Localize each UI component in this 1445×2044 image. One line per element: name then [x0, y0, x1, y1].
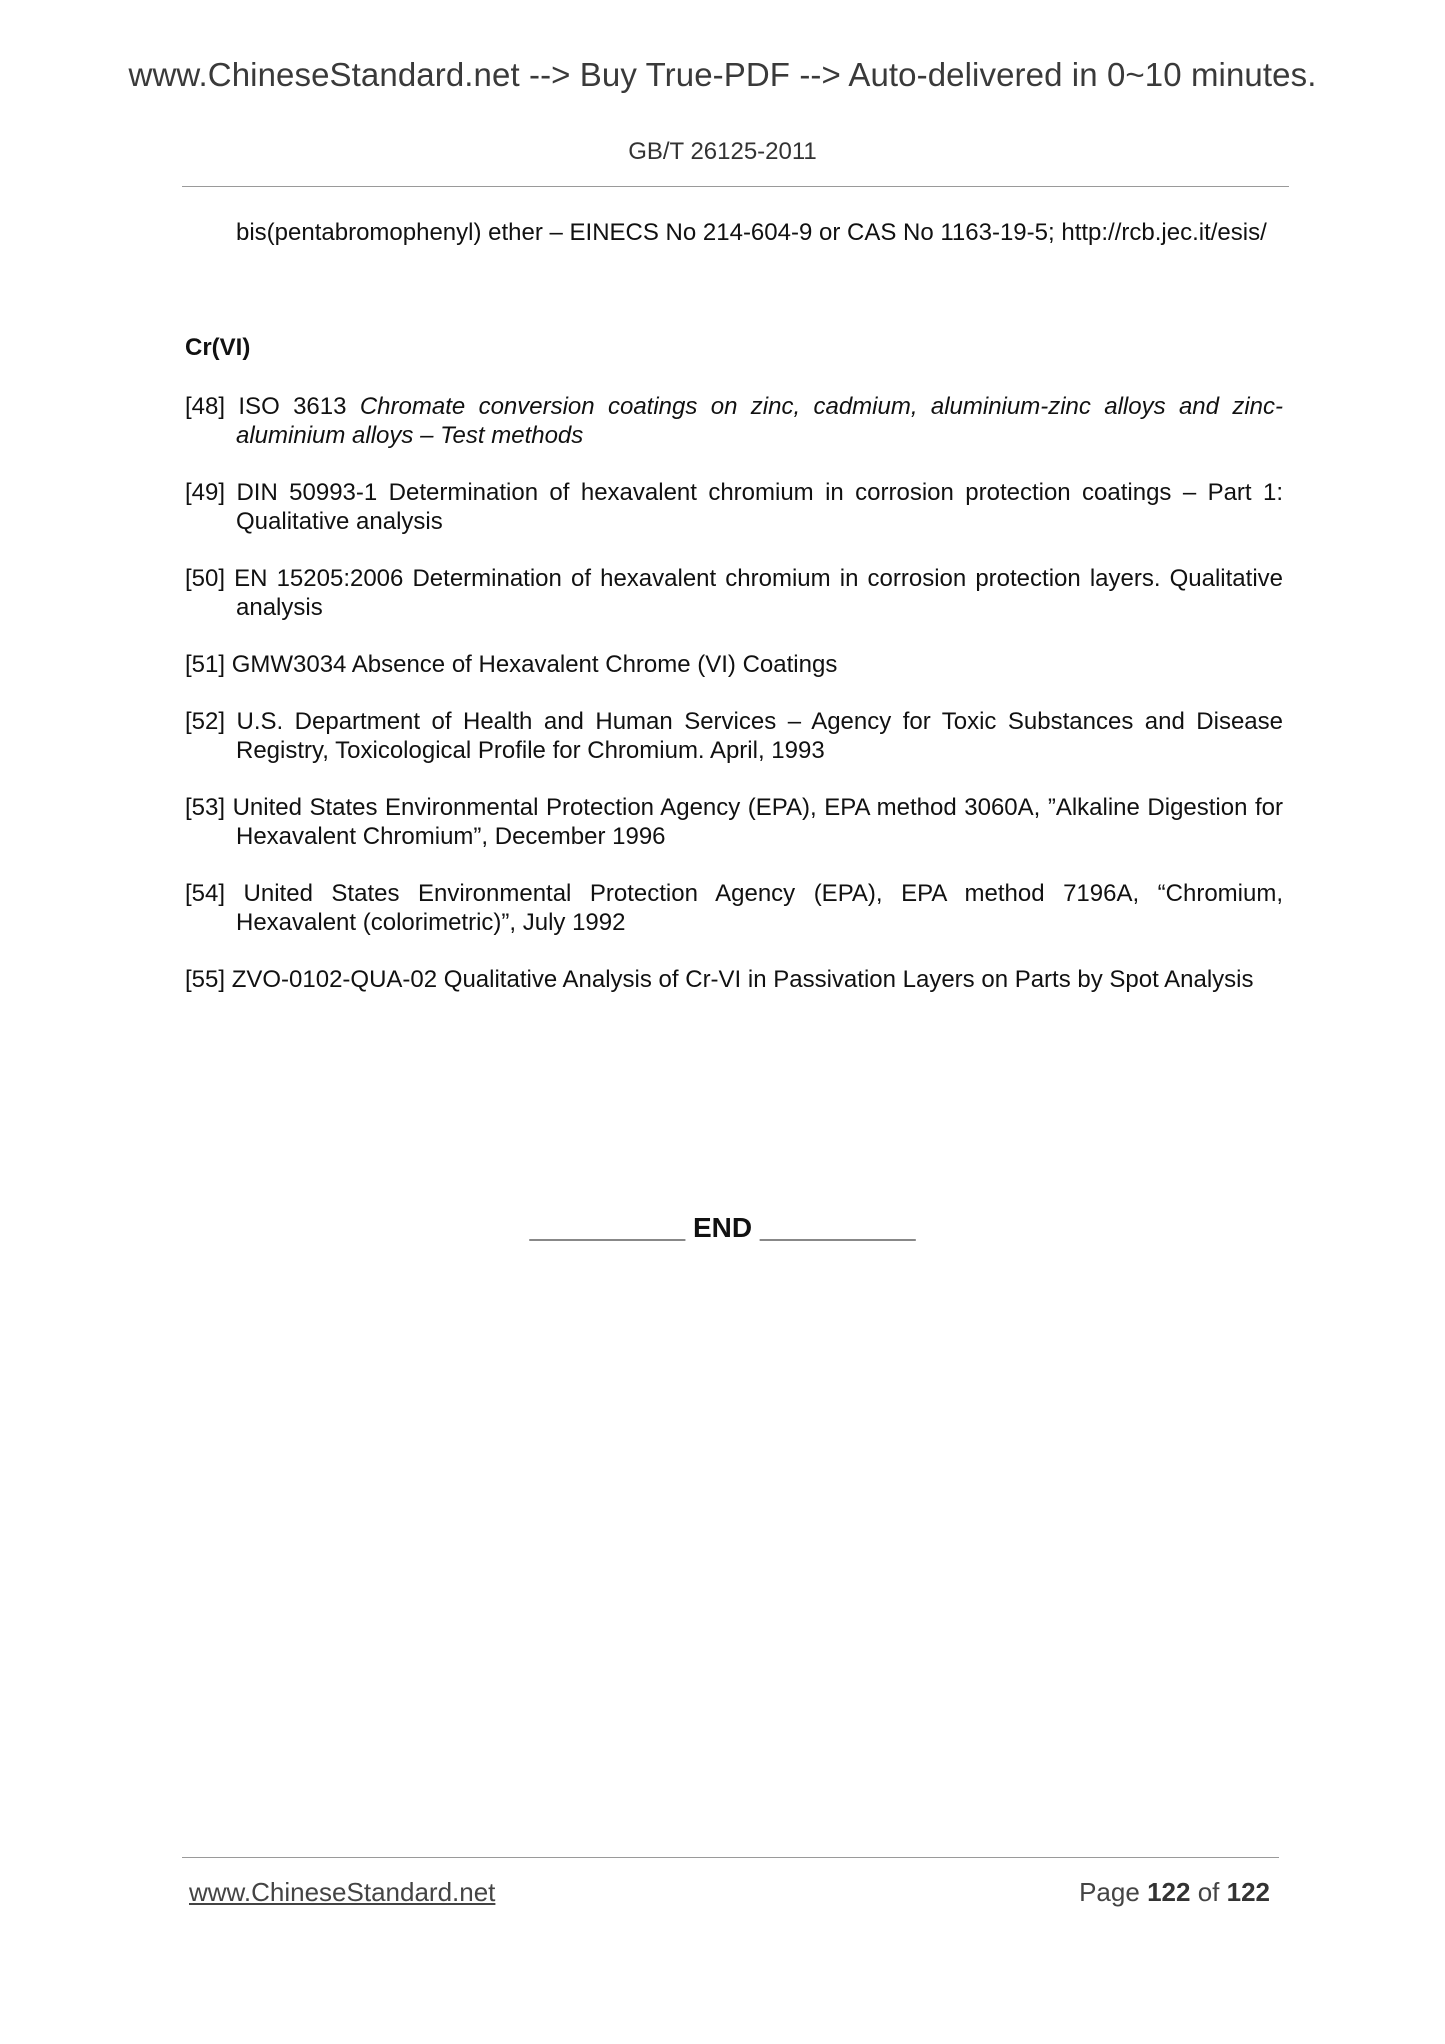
reference-number: [55]: [185, 966, 226, 993]
reference-number: [54]: [185, 880, 226, 907]
reference-number: [51]: [185, 651, 226, 678]
standard-code: GB/T 26125-2011: [628, 138, 817, 165]
header-banner: www.ChineseStandard.net --> Buy True-PDF --> Auto-delivered in 0~10 minutes.: [128, 56, 1317, 93]
continued-reference-entry: [185, 218, 1283, 247]
reference-item: [185, 392, 1283, 450]
reference-number: [52]: [185, 708, 226, 735]
page-current: 122: [1147, 1877, 1191, 1907]
reference-item: [185, 879, 1283, 937]
end-marker: __________ END __________: [529, 1212, 916, 1243]
section-heading: Cr(VI): [185, 334, 251, 361]
reference-item: [185, 707, 1283, 765]
reference-text: United States Environmental Protection Agency (EPA), EPA method 7196A, “Chromium, Hexavalent (colorimetric)”, July 1992: [236, 880, 1283, 936]
reference-title: Chromate conversion coatings on zinc, cadmium, aluminium-zinc alloys and zinc-aluminium alloys – Test methods: [236, 393, 1284, 449]
reference-text: DIN 50993-1 Determination of hexavalent chromium in corrosion protection coatings – Part 1: Qualitative analysis: [236, 479, 1283, 535]
continued-entry-line1: bis(pentabromophenyl) ether – EINECS No 214-604-9 or CAS No 1163-19-5;: [236, 219, 1055, 246]
reference-text: GMW3034 Absence of Hexavalent Chrome (VI) Coatings: [231, 651, 838, 678]
reference-text: United States Environmental Protection Agency (EPA), EPA method 3060A, ”Alkaline Digestion for Hexavalent Chromium”, December 1996: [232, 794, 1283, 850]
footer-divider: [182, 1857, 1279, 1858]
reference-text: EN 15205:2006 Determination of hexavalent chromium in corrosion protection layers. Qualitative analysis: [234, 565, 1283, 621]
reference-text: U.S. Department of Health and Human Services – Agency for Toxic Substances and Disease Registry, Toxicological Profile for Chromium. April, 1993: [236, 708, 1284, 764]
reference-text: ZVO-0102-QUA-02 Qualitative Analysis of Cr-VI in Passivation Layers on Parts by Spot Analysis: [231, 966, 1254, 993]
continued-entry-line2: http://rcb.jec.it/esis/: [1061, 219, 1267, 246]
page-indicator: [1079, 1877, 1270, 1908]
reference-number: [53]: [185, 794, 226, 821]
reference-number: [48]: [185, 393, 226, 420]
reference-number: [49]: [185, 479, 226, 506]
page-prefix: Page: [1079, 1877, 1140, 1907]
header-divider: [182, 186, 1289, 187]
footer-site-link[interactable]: www.ChineseStandard.net: [189, 1877, 496, 1907]
reference-number: [50]: [185, 565, 226, 592]
reference-standard: ISO 3613: [238, 393, 347, 420]
document-body: [185, 218, 1283, 1022]
reference-item: [185, 793, 1283, 851]
page-total: 122: [1226, 1877, 1270, 1907]
reference-item: [185, 650, 1283, 679]
reference-item: [185, 564, 1283, 622]
reference-item: [185, 965, 1283, 994]
reference-item: [185, 478, 1283, 536]
page-of: of: [1197, 1877, 1220, 1907]
